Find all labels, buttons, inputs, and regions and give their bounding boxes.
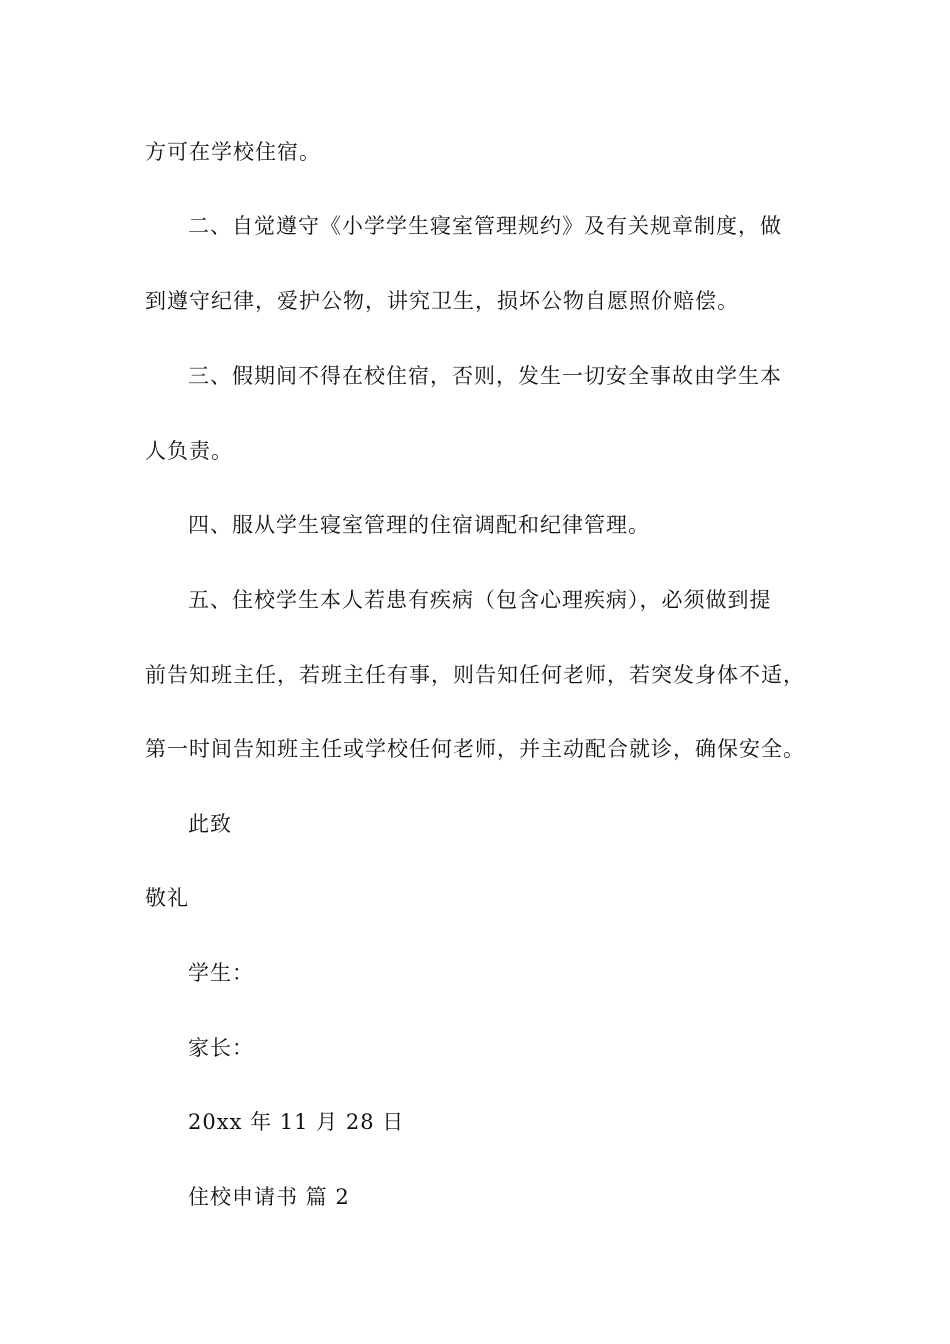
closing-cizhi: 此致 <box>188 812 232 836</box>
closing-jingli: 敬礼 <box>145 886 189 910</box>
next-section-heading: 住校申请书 篇 2 <box>188 1185 350 1209</box>
parent-signature-label: 家长： <box>188 1036 254 1060</box>
clause-3-line-2: 人负责。 <box>145 439 233 463</box>
clause-5-line-3: 第一时间告知班主任或学校任何老师，并主动配合就诊，确保安全。 <box>145 737 805 761</box>
text-line-continuation: 方可在学校住宿。 <box>145 140 321 164</box>
clause-2-line-2: 到遵守纪律，爱护公物，讲究卫生，损坏公物自愿照价赔偿。 <box>145 289 739 313</box>
date-line: 20xx 年 11 月 28 日 <box>188 1110 405 1134</box>
clause-5-line-1: 五、住校学生本人若患有疾病（包含心理疾病），必须做到提 <box>188 588 772 612</box>
clause-5-line-2: 前告知班主任，若班主任有事，则告知任何老师，若突发身体不适， <box>145 663 805 687</box>
student-signature-label: 学生： <box>188 961 254 985</box>
clause-3-line-1: 三、假期间不得在校住宿，否则，发生一切安全事故由学生本 <box>188 364 782 388</box>
clause-4-line-1: 四、服从学生寝室管理的住宿调配和纪律管理。 <box>188 513 650 537</box>
clause-2-line-1: 二、自觉遵守《小学学生寝室管理规约》及有关规章制度，做 <box>188 214 782 238</box>
